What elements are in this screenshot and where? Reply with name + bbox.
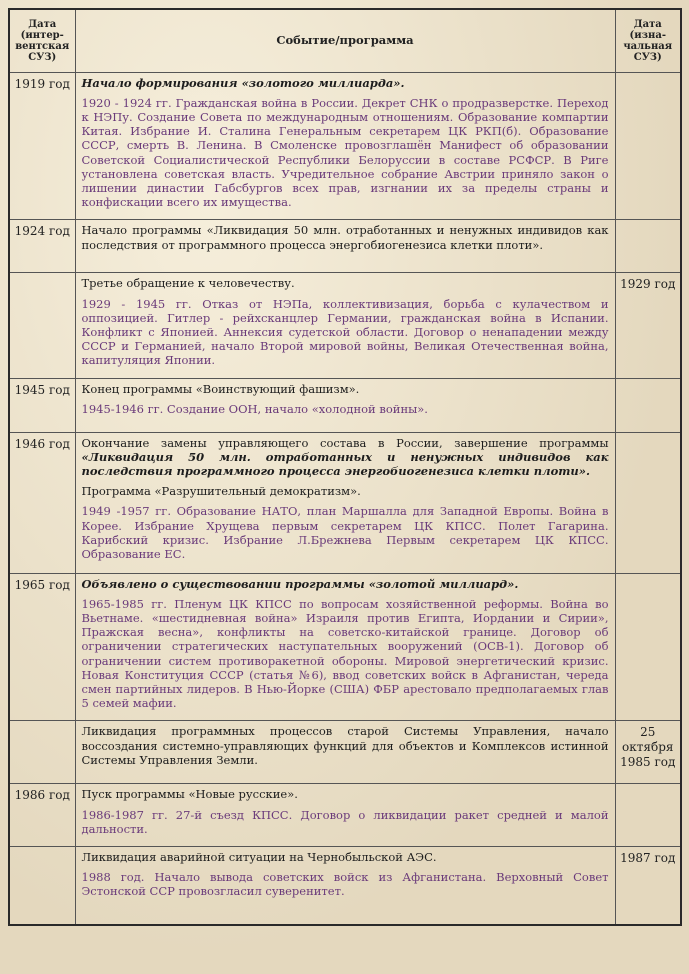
event-cell xyxy=(75,432,615,573)
left-date: 1946 год xyxy=(9,432,75,573)
event-text: Третье обращение к человечеству. xyxy=(81,276,295,291)
details-text: 1949 -1957 гг. Образование НАТО, план Маршалла для Западной Европы. Война в Корее. Избрание Хрущева первым секретарем ЦК КПСС. Полет Гагарина. Карибский кризис. Избрание Л.Брежнева Первым секретарем ЦК КПСС. Образование ЕС. xyxy=(81,504,609,561)
left-date: 1986 год xyxy=(9,784,75,847)
event-cell xyxy=(75,72,615,220)
details-text: 1988 год. Начало вывода советских войск из Афганистана. Верховный Совет Эстонской ССР провозгласил суверенитет. xyxy=(81,870,609,899)
event-text xyxy=(82,436,609,479)
table-row xyxy=(9,220,681,273)
header-right: Дата (изна-чальная СУЗ) xyxy=(615,9,681,72)
timeline-table xyxy=(8,8,682,926)
event-cell xyxy=(75,721,615,784)
header-row xyxy=(9,9,681,72)
left-date xyxy=(9,846,75,925)
event-text-secondary: Программа «Разрушительный демократизм». xyxy=(81,484,361,499)
right-date xyxy=(615,784,681,847)
right-date xyxy=(615,72,681,220)
table-row xyxy=(9,846,681,925)
table-row xyxy=(9,378,681,432)
table-row xyxy=(9,72,681,220)
left-date: 1924 год xyxy=(9,220,75,273)
right-date xyxy=(615,432,681,573)
event-text: Начало формирования «золотого миллиарда». xyxy=(81,75,405,90)
event-text: Ликвидация программных процессов старой Системы Управления, начало воссоздания системно-управляющих функций для объектов и Комплексов истинной Системы Управления Земли. xyxy=(81,724,609,767)
right-date: 1929 год xyxy=(615,273,681,378)
left-date: 1965 год xyxy=(9,573,75,721)
left-date: 1945 год xyxy=(9,378,75,432)
header-left: Дата (интер-вентская СУЗ) xyxy=(9,9,75,72)
left-date: 1919 год xyxy=(9,72,75,220)
table-row xyxy=(9,721,681,784)
event-text: Пуск программы «Новые русские». xyxy=(81,787,298,802)
table-row xyxy=(9,432,681,573)
event-cell xyxy=(75,220,615,273)
event-cell xyxy=(75,273,615,378)
right-date: 1987 год xyxy=(615,846,681,925)
event-cell xyxy=(75,846,615,925)
event-cell xyxy=(75,378,615,432)
event-text: Конец программы «Воинствующий фашизм». xyxy=(81,381,360,396)
right-date: 25 октября 1985 год xyxy=(615,721,681,784)
right-date xyxy=(615,378,681,432)
table-row xyxy=(9,573,681,721)
header-middle: Событие/программа xyxy=(75,9,615,72)
left-date xyxy=(9,721,75,784)
details-text: 1986-1987 гг. 27-й съезд КПСС. Договор о ликвидации ракет средней и малой дальности. xyxy=(81,807,609,836)
details-text: 1965-1985 гг. Пленум ЦК КПСС по вопросам хозяйственной реформы. Война во Вьетнаме. «шестидневная война» Израиля против Египта, Иордании и Сирии», Пражская весна», конфликты на советско-китайской границе. Договор об ограничении стратегических наступательных вооружений (ОСВ-1). Договор об ограничении систем противоракетной обороны. Мировой энергетический кризис. Новая Конституция СССР (статья №6), ввод советских войск в Афганистан, череда смен партийных лидеров. В Нью-Йорке (США) ФБР арестовало предполагаемых глав 5 семей мафии. xyxy=(81,596,609,711)
event-text: Объявлено о существовании программы «золотой миллиард». xyxy=(81,576,519,591)
right-date xyxy=(615,220,681,273)
event-text-emphasis: «Ликвидация 50 млн. отработанных и ненужных индивидов как последствия программного процесса энергобиогенезиса клетки плоти». xyxy=(81,449,609,478)
left-date xyxy=(9,273,75,378)
document-page xyxy=(8,8,682,926)
event-cell xyxy=(75,573,615,721)
event-cell xyxy=(75,784,615,847)
table-row xyxy=(9,784,681,847)
event-text: Начало программы «Ликвидация 50 млн. отработанных и ненужных индивидов как последствия от программного процесса энергобиогенезиса клетки плоти». xyxy=(81,223,609,252)
details-text: 1945-1946 гг. Создание ООН, начало «холодной войны». xyxy=(81,401,428,416)
right-date xyxy=(615,573,681,721)
table-row xyxy=(9,273,681,378)
event-text-plain: Окончание замены управляющего состава в России, завершение программы xyxy=(81,435,609,450)
details-text: 1920 - 1924 гг. Гражданская война в России. Декрет СНК о продразверстке. Переход к НЭПу. Создание Совета по международным отношениям. Образование компартии Китая. Избрание И. Сталина Генеральным секретарем ЦК РКП(б). Образование СССР, смерть В. Ленина. В Смоленске провозглашён Манифест об образовании Советской Социалистической Республики Белоруссии в составе РСФСР. В Риге установлена советская власть. Учредительное собрание Австрии приняло закон о лишении династии Габсбургов всех прав, изгнании их за пределы страны и конфискации всего их имущества. xyxy=(81,95,609,210)
event-text: Ликвидация аварийной ситуации на Чернобыльской АЭС. xyxy=(81,849,437,864)
details-text: 1929 - 1945 гг. Отказ от НЭПа, коллективизация, борьба с кулачеством и оппозицией. Гитлер - рейхсканцлер Германии, гражданская война в Испании. Конфликт с Японией. Аннексия судетской области. Договор о ненападении между СССР и Германией, начало Второй мировой войны, Великая Отечественная война, капитуляция Японии. xyxy=(81,296,609,368)
